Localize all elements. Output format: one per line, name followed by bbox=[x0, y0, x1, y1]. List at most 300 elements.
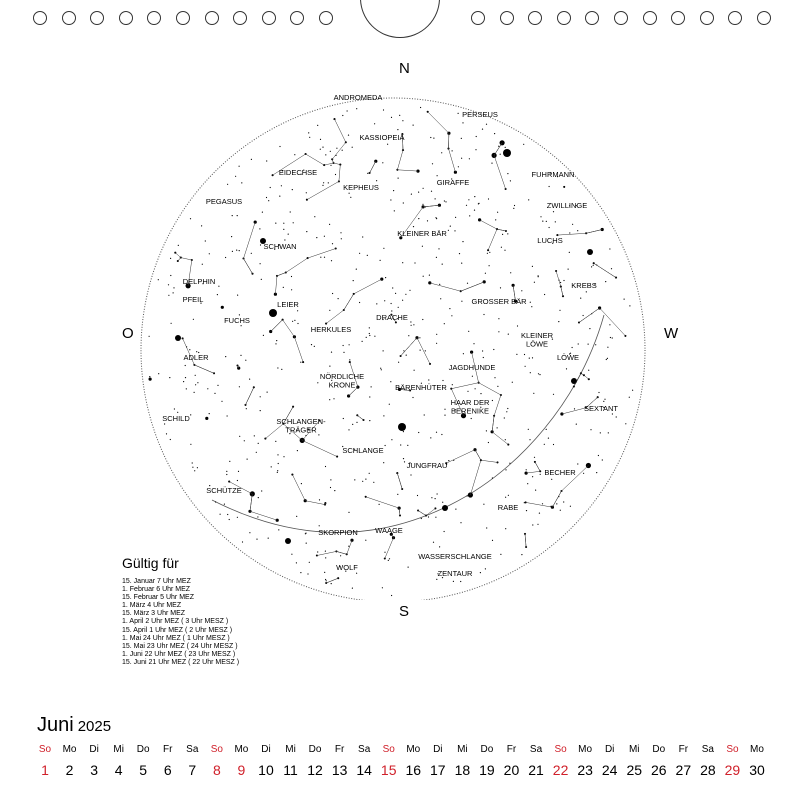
star bbox=[606, 359, 607, 360]
star bbox=[325, 551, 326, 552]
constellation-label: SKORPION bbox=[318, 528, 358, 537]
star bbox=[382, 162, 383, 163]
constellation-line bbox=[181, 258, 192, 260]
star bbox=[192, 467, 193, 468]
star bbox=[235, 176, 236, 177]
star bbox=[277, 367, 278, 368]
star bbox=[472, 376, 473, 377]
star bbox=[471, 418, 472, 419]
star bbox=[352, 424, 353, 425]
star bbox=[169, 377, 170, 378]
star bbox=[380, 260, 381, 261]
star bbox=[526, 469, 527, 470]
weekday-label: Do bbox=[652, 744, 666, 755]
star bbox=[435, 498, 436, 499]
star bbox=[558, 321, 559, 322]
star bbox=[572, 347, 573, 348]
star bbox=[435, 517, 436, 518]
validity-list bbox=[122, 578, 239, 667]
star bbox=[412, 397, 413, 398]
star bbox=[517, 325, 518, 326]
star bbox=[438, 248, 439, 249]
star bbox=[437, 493, 438, 494]
star bbox=[450, 226, 451, 227]
star bbox=[403, 431, 404, 432]
star bbox=[569, 232, 570, 233]
constellation-line bbox=[494, 155, 506, 189]
star bbox=[533, 393, 534, 394]
star bbox=[406, 355, 407, 356]
star bbox=[333, 398, 334, 399]
validity-entry: 15. Januar 7 Uhr MEZ bbox=[122, 578, 191, 585]
star bbox=[553, 394, 554, 395]
day-number: 9 bbox=[237, 762, 246, 778]
star bbox=[602, 459, 603, 460]
constellation-line bbox=[292, 475, 305, 501]
star bbox=[256, 452, 257, 453]
constellation-line bbox=[481, 460, 498, 462]
star bbox=[189, 349, 190, 350]
star bbox=[342, 150, 343, 151]
star bbox=[487, 253, 488, 254]
star bbox=[445, 201, 446, 202]
star bbox=[527, 483, 528, 484]
star bbox=[403, 458, 404, 459]
star bbox=[504, 250, 505, 251]
star bbox=[371, 386, 372, 387]
day-number: 15 bbox=[380, 762, 397, 778]
star bbox=[391, 439, 392, 440]
star bbox=[319, 499, 320, 500]
star bbox=[414, 370, 415, 371]
star bbox=[249, 532, 250, 533]
star bbox=[279, 196, 280, 197]
constellation-line bbox=[305, 501, 325, 505]
star bbox=[341, 238, 342, 239]
constellation-line bbox=[446, 450, 475, 464]
star bbox=[590, 429, 591, 430]
star bbox=[398, 362, 399, 363]
constellation-label: PERSEUS bbox=[462, 110, 498, 119]
star bbox=[459, 253, 460, 254]
constellation-label: PEGASUS bbox=[205, 197, 243, 206]
weekday-label: Fr bbox=[506, 744, 517, 755]
star bbox=[390, 381, 391, 382]
star bbox=[598, 392, 599, 393]
star bbox=[229, 461, 230, 462]
star bbox=[492, 477, 493, 478]
star bbox=[374, 336, 375, 337]
star bbox=[485, 568, 486, 569]
star bbox=[397, 129, 398, 130]
day-number: 28 bbox=[700, 762, 716, 778]
star bbox=[202, 264, 203, 265]
star bbox=[455, 509, 456, 510]
constellation-line bbox=[339, 165, 340, 182]
star bbox=[258, 443, 259, 444]
star bbox=[373, 482, 374, 483]
star bbox=[453, 581, 454, 582]
constellation-label: RABE bbox=[497, 503, 519, 512]
star bbox=[468, 331, 469, 332]
star bbox=[601, 228, 604, 231]
constellation-line bbox=[397, 150, 403, 170]
star bbox=[320, 139, 321, 140]
star bbox=[525, 366, 526, 367]
star bbox=[436, 257, 437, 258]
day-number: 14 bbox=[356, 762, 372, 778]
star bbox=[437, 175, 438, 176]
star bbox=[225, 356, 226, 357]
star bbox=[329, 310, 330, 311]
star bbox=[205, 417, 208, 420]
constellation-label: JAGDHUNDE bbox=[448, 363, 496, 372]
star bbox=[500, 154, 501, 155]
star bbox=[538, 373, 539, 374]
star bbox=[449, 308, 450, 309]
star bbox=[349, 193, 350, 194]
star bbox=[369, 335, 370, 336]
star bbox=[241, 325, 242, 326]
constellation-label: HAAR DER BERENIKE bbox=[450, 398, 490, 416]
star bbox=[413, 324, 414, 325]
star bbox=[404, 461, 405, 462]
star bbox=[168, 295, 169, 296]
star bbox=[389, 404, 390, 405]
star bbox=[483, 357, 484, 358]
constellation-line bbox=[461, 282, 485, 291]
star bbox=[296, 562, 297, 563]
constellation-line bbox=[277, 273, 286, 276]
star bbox=[323, 182, 324, 183]
star bbox=[399, 115, 400, 116]
star bbox=[469, 215, 470, 216]
star bbox=[431, 191, 432, 192]
star bbox=[514, 205, 515, 206]
star bbox=[422, 204, 423, 205]
star bbox=[183, 381, 184, 382]
constellation-line bbox=[475, 450, 481, 461]
star bbox=[314, 346, 315, 347]
star bbox=[384, 552, 385, 553]
day-row bbox=[0, 762, 800, 778]
star bbox=[342, 115, 343, 116]
constellation-label: KASSIOPEIA bbox=[359, 133, 405, 142]
star bbox=[164, 423, 165, 424]
weekday-label: So bbox=[382, 744, 395, 755]
constellation-line bbox=[265, 424, 283, 439]
star bbox=[469, 158, 470, 159]
star bbox=[283, 287, 284, 288]
star bbox=[343, 352, 344, 353]
day-number: 18 bbox=[454, 762, 471, 778]
star bbox=[495, 219, 496, 220]
star bbox=[467, 391, 468, 392]
star bbox=[507, 173, 508, 174]
star bbox=[427, 220, 428, 221]
constellation-label: ADLER bbox=[183, 353, 209, 362]
compass-east: O bbox=[122, 325, 134, 342]
star bbox=[190, 218, 191, 219]
star bbox=[217, 294, 218, 295]
day-number: 8 bbox=[212, 762, 221, 778]
star bbox=[498, 146, 499, 147]
star bbox=[276, 340, 277, 341]
star bbox=[340, 232, 341, 233]
star bbox=[306, 231, 307, 232]
star bbox=[560, 282, 561, 283]
weekday-label: Do bbox=[308, 744, 322, 755]
star bbox=[260, 396, 261, 397]
star bbox=[277, 470, 278, 471]
star bbox=[249, 379, 250, 380]
star bbox=[186, 388, 187, 389]
star bbox=[444, 323, 445, 324]
star bbox=[473, 343, 474, 344]
star bbox=[270, 187, 271, 188]
day-number: 26 bbox=[650, 762, 667, 778]
constellation-line bbox=[579, 308, 600, 323]
star bbox=[268, 200, 269, 201]
star bbox=[432, 163, 433, 164]
star bbox=[239, 386, 240, 387]
day-number: 2 bbox=[65, 762, 74, 778]
star bbox=[275, 343, 276, 344]
star bbox=[488, 442, 489, 443]
star bbox=[403, 202, 404, 203]
star bbox=[362, 236, 363, 237]
star bbox=[467, 283, 468, 284]
star bbox=[576, 424, 577, 425]
star bbox=[331, 260, 332, 261]
star bbox=[367, 173, 368, 174]
star bbox=[311, 344, 312, 345]
star bbox=[528, 429, 529, 430]
star bbox=[402, 120, 403, 121]
star bbox=[374, 123, 375, 124]
star bbox=[492, 400, 493, 401]
star bbox=[229, 519, 230, 520]
star bbox=[297, 310, 298, 311]
constellation-line bbox=[526, 471, 540, 473]
star bbox=[224, 504, 225, 505]
star bbox=[197, 467, 198, 468]
star bbox=[239, 436, 240, 437]
star bbox=[336, 456, 338, 458]
constellation-line bbox=[275, 276, 277, 294]
star bbox=[461, 263, 462, 264]
star bbox=[476, 136, 477, 137]
day-number: 20 bbox=[503, 762, 520, 778]
star bbox=[625, 423, 626, 424]
star bbox=[486, 527, 487, 528]
constellation-label: GROSSER BÄR bbox=[471, 297, 527, 306]
star bbox=[497, 427, 498, 428]
constellation-line bbox=[492, 416, 494, 432]
star bbox=[329, 224, 330, 225]
star bbox=[171, 323, 172, 324]
star bbox=[529, 439, 530, 440]
star bbox=[244, 440, 245, 441]
constellation-line bbox=[584, 375, 589, 379]
constellation-line bbox=[308, 249, 336, 259]
star bbox=[320, 149, 321, 150]
constellation-label: FUHRMANN bbox=[531, 170, 575, 179]
star bbox=[598, 455, 599, 456]
star bbox=[566, 368, 567, 369]
day-number: 24 bbox=[601, 762, 618, 778]
star bbox=[501, 247, 502, 248]
bright-star bbox=[587, 249, 593, 255]
star bbox=[256, 539, 257, 540]
star bbox=[439, 284, 440, 285]
star bbox=[452, 150, 453, 151]
star bbox=[359, 253, 360, 254]
star bbox=[288, 234, 289, 235]
star bbox=[523, 144, 524, 145]
star bbox=[283, 229, 284, 230]
month-title bbox=[37, 714, 111, 737]
star bbox=[572, 224, 573, 225]
star bbox=[279, 146, 280, 147]
constellation-line bbox=[286, 258, 308, 272]
constellation-line bbox=[244, 259, 253, 274]
star bbox=[505, 528, 506, 529]
star bbox=[322, 185, 323, 186]
star bbox=[194, 470, 195, 471]
star bbox=[431, 497, 432, 498]
constellation-line bbox=[497, 229, 506, 231]
star bbox=[356, 573, 357, 574]
day-number: 11 bbox=[283, 762, 298, 778]
star bbox=[205, 240, 206, 241]
star bbox=[505, 497, 506, 498]
star bbox=[292, 406, 294, 408]
compass-north: N bbox=[399, 60, 410, 77]
constellation-line bbox=[561, 287, 563, 297]
star bbox=[281, 369, 282, 370]
constellation-line bbox=[336, 551, 346, 554]
constellation-label: BÄRENHÜTER bbox=[395, 383, 447, 392]
constellation-label: LEIER bbox=[277, 300, 299, 309]
constellation-line bbox=[430, 283, 461, 291]
bright-star bbox=[442, 505, 448, 511]
star bbox=[209, 253, 210, 254]
constellation-label: ANDROMEDA bbox=[333, 93, 383, 102]
star bbox=[586, 291, 587, 292]
weekday-label: Mi bbox=[628, 744, 640, 755]
star bbox=[267, 392, 268, 393]
star bbox=[398, 307, 399, 308]
star bbox=[365, 479, 366, 480]
star bbox=[238, 471, 239, 472]
validity-entry: 15. März 3 Uhr MEZ bbox=[122, 610, 186, 618]
star bbox=[458, 166, 459, 167]
star bbox=[385, 277, 386, 278]
star bbox=[436, 343, 437, 344]
constellation-line bbox=[306, 154, 325, 165]
star bbox=[300, 572, 301, 573]
star bbox=[348, 135, 349, 136]
star bbox=[505, 469, 506, 470]
star bbox=[158, 373, 159, 374]
star bbox=[393, 190, 394, 191]
validity-entry: 1. März 4 Uhr MEZ bbox=[122, 602, 182, 610]
star bbox=[570, 506, 571, 507]
weekday-label: So bbox=[554, 744, 567, 755]
constellation-line bbox=[535, 462, 540, 471]
constellation-label: KEPHEUS bbox=[343, 183, 379, 192]
star bbox=[428, 379, 429, 380]
star bbox=[307, 573, 308, 574]
bright-star bbox=[285, 538, 291, 544]
star bbox=[338, 298, 339, 299]
star bbox=[201, 225, 202, 226]
star bbox=[281, 185, 282, 186]
constellation-lines bbox=[175, 112, 625, 583]
star bbox=[559, 310, 560, 311]
star bbox=[532, 524, 533, 525]
star bbox=[505, 147, 506, 148]
star bbox=[589, 328, 590, 329]
constellation-label: DELPHIN bbox=[182, 277, 216, 286]
star bbox=[532, 476, 533, 477]
star bbox=[244, 404, 246, 406]
star bbox=[392, 287, 393, 288]
constellation-line bbox=[246, 387, 254, 405]
star bbox=[507, 408, 508, 409]
star bbox=[436, 218, 437, 219]
constellation-line bbox=[385, 538, 394, 559]
star bbox=[221, 401, 222, 402]
star bbox=[444, 409, 445, 410]
constellation-line bbox=[418, 511, 426, 516]
star bbox=[463, 353, 464, 354]
star bbox=[418, 218, 419, 219]
weekday-label: Sa bbox=[358, 744, 371, 755]
star bbox=[149, 378, 152, 381]
star bbox=[260, 410, 261, 411]
star bbox=[488, 198, 489, 199]
star bbox=[158, 279, 159, 280]
constellation-line bbox=[271, 320, 283, 332]
star bbox=[442, 502, 443, 503]
weekday-label: So bbox=[726, 744, 739, 755]
weekday-label: Mo bbox=[406, 744, 421, 755]
constellation-line bbox=[347, 540, 352, 554]
star bbox=[237, 517, 238, 518]
star bbox=[374, 160, 377, 163]
star bbox=[460, 581, 461, 582]
constellation-line bbox=[494, 395, 501, 416]
star bbox=[439, 546, 440, 547]
star bbox=[383, 415, 384, 416]
star bbox=[277, 472, 278, 473]
star bbox=[362, 481, 363, 482]
star-field bbox=[149, 107, 634, 596]
constellation-label: LÖWE bbox=[556, 353, 580, 362]
day-number: 16 bbox=[405, 762, 422, 778]
star bbox=[275, 223, 276, 224]
star bbox=[521, 554, 522, 555]
star bbox=[362, 341, 363, 342]
star bbox=[411, 325, 412, 326]
star bbox=[436, 334, 437, 335]
star bbox=[395, 293, 396, 294]
star bbox=[420, 107, 421, 108]
star bbox=[266, 160, 267, 161]
weekday-label: Sa bbox=[701, 744, 714, 755]
